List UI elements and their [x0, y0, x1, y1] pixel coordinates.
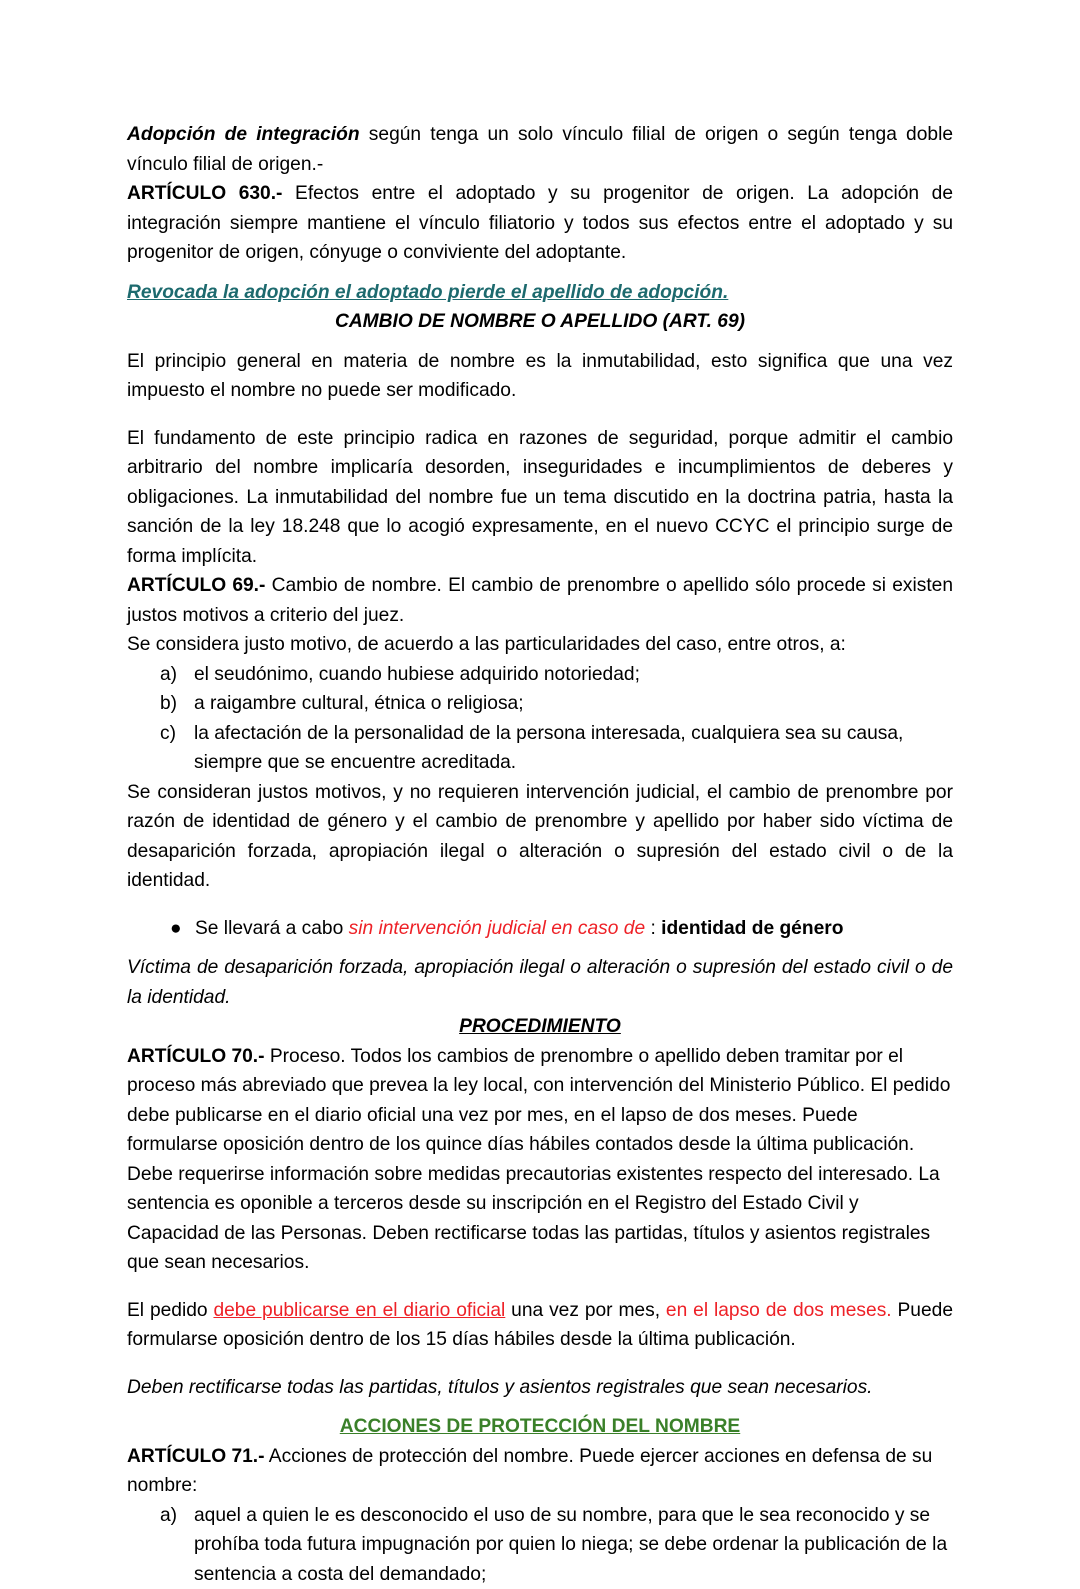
articulo-69-label: ARTÍCULO 69.- [127, 575, 265, 596]
pedido-text-lead: El pedido [127, 1300, 213, 1321]
list-item [127, 689, 953, 719]
list-marker: a) [160, 660, 194, 690]
bullet-text-bold: identidad de género [661, 918, 843, 939]
bullet-icon: ● [170, 914, 182, 944]
articulo-630-label: ARTÍCULO 630.- [127, 183, 282, 204]
articulo-630-text: Efectos entre el adoptado y su progenitor de origen. La adopción de integración siempre mantiene el vínculo filiatorio y todos sus efectos entre el adoptado y su progenitor de origen, cónyuge o conviviente del adoptante. [127, 183, 953, 263]
paragraph-victima-desaparicion: Víctima de desaparición forzada, apropiación ilegal o alteración o supresión del estado civil o de la identidad. [127, 953, 953, 1012]
list-item-text: el seudónimo, cuando hubiese adquirido notoriedad; [194, 664, 640, 685]
paragraph-principio-general: El principio general en materia de nombre es la inmutabilidad, esto significa que una vez impuesto el nombre no puede ser modificado. [127, 347, 953, 406]
bullet-text-sep: : [645, 918, 661, 939]
pedido-text-mid: una vez por mes, [505, 1300, 666, 1321]
articulo-70-label: ARTÍCULO 70.- [127, 1046, 265, 1067]
spacer [127, 406, 953, 424]
spacer [127, 337, 953, 347]
articulo-69-text: Cambio de nombre. El cambio de prenombre o apellido sólo procede si existen justos motivos a criterio del juez. [127, 575, 953, 626]
list-item-text: la afectación de la personalidad de la persona interesada, cualquiera sea su causa, siempre que se encuentre acreditada. [194, 723, 903, 774]
paragraph-justos-motivos-sin-intervencion: Se consideran justos motivos, y no requieren intervención judicial, el cambio de prenombre por razón de identidad de género y el cambio de prenombre y apellido por haber sido víctima de desaparición forzada, apropiación ilegal o alteración o supresión del estado civil o de la identidad. [127, 778, 953, 896]
spacer [127, 1402, 953, 1412]
adopcion-integracion-text: según tenga un solo vínculo filial de origen o según tenga doble vínculo filial de origen.- [127, 124, 953, 175]
pedido-text-red-underline: debe publicarse en el diario oficial [213, 1300, 505, 1321]
paragraph-fundamento: El fundamento de este principio radica en razones de seguridad, porque admitir el cambio arbitrario del nombre implicaría desorden, inseguridades e incumplimientos de deberes y obligaciones. La inmutabilidad del nombre fue un tema discutido en la doctrina patria, hasta la sanción de la ley 18.248 que lo acogió expresamente, en el nuevo CCYC el principio surge de forma implícita. [127, 424, 953, 572]
heading-cambio-de-nombre: CAMBIO DE NOMBRE O APELLIDO (ART. 69) [127, 307, 953, 337]
heading-procedimiento: PROCEDIMIENTO [127, 1012, 953, 1042]
spacer [127, 896, 953, 914]
paragraph-articulo-70 [127, 1042, 953, 1278]
spacer [127, 943, 953, 953]
paragraph-deben-rectificarse: Deben rectificarse todas las partidas, títulos y asientos registrales que sean necesarios. [127, 1373, 953, 1403]
list-item [127, 660, 953, 690]
pedido-text-red: en el lapso de dos meses. [666, 1300, 892, 1321]
paragraph-justo-motivo-intro: Se considera justo motivo, de acuerdo a las particularidades del caso, entre otros, a: [127, 630, 953, 660]
list-item-text: a raigambre cultural, étnica o religiosa; [194, 693, 524, 714]
document-body [127, 120, 953, 1589]
list-item [127, 1501, 953, 1589]
bullet-text-red: sin intervención judicial en caso de [349, 918, 646, 939]
list-marker: b) [160, 689, 194, 719]
list-acciones-proteccion [127, 1501, 953, 1589]
list-marker: a) [160, 1501, 194, 1531]
articulo-71-text: Acciones de protección del nombre. Puede ejercer acciones en defensa de su nombre: [127, 1446, 932, 1497]
paragraph-articulo-71 [127, 1442, 953, 1501]
spacer [127, 268, 953, 278]
list-item-text: aquel a quien le es desconocido el uso de su nombre, para que le sea reconocido y se prohíba toda futura impugnación por quien lo niega; se debe ordenar la publicación de la sentencia a costa del demandado; [194, 1505, 947, 1585]
articulo-70-text: Proceso. Todos los cambios de prenombre o apellido deben tramitar por el proceso más abreviado que prevea la ley local, con intervención del Ministerio Público. El pedido debe publicarse en el diario oficial una vez por mes, en el lapso de dos meses. Puede formularse oposición dentro de los quince días hábiles contados desde la última publicación. Debe requerirse información sobre medidas precautorias existentes respecto del interesado. La sentencia es oponible a terceros desde su inscripción en el Registro del Estado Civil y Capacidad de las Personas. Deben rectificarse todas las partidas, títulos y asientos registrales que sean necesarios. [127, 1046, 950, 1274]
spacer [127, 1355, 953, 1373]
list-marker: c) [160, 719, 194, 749]
articulo-71-label: ARTÍCULO 71.- [127, 1446, 265, 1467]
paragraph-articulo-69 [127, 571, 953, 630]
adopcion-integracion-term: Adopción de integración [127, 124, 360, 145]
paragraph-articulo-630 [127, 179, 953, 268]
note-revocada-adopcion: Revocada la adopción el adoptado pierde el apellido de adopción. [127, 278, 953, 308]
heading-acciones-proteccion-nombre: ACCIONES DE PROTECCIÓN DEL NOMBRE [127, 1412, 953, 1442]
list-se-llevara-a-cabo [127, 914, 953, 944]
list-justos-motivos [127, 660, 953, 778]
bullet-text-lead: Se llevará a cabo [195, 918, 349, 939]
spacer [127, 1278, 953, 1296]
list-item [127, 719, 953, 778]
pedido-text-tail: Puede formularse oposición dentro de los 15 días hábiles desde la última publicación. [127, 1300, 953, 1351]
paragraph-adopcion-integracion [127, 120, 953, 179]
paragraph-pedido-publicacion [127, 1296, 953, 1355]
list-item [127, 914, 953, 944]
